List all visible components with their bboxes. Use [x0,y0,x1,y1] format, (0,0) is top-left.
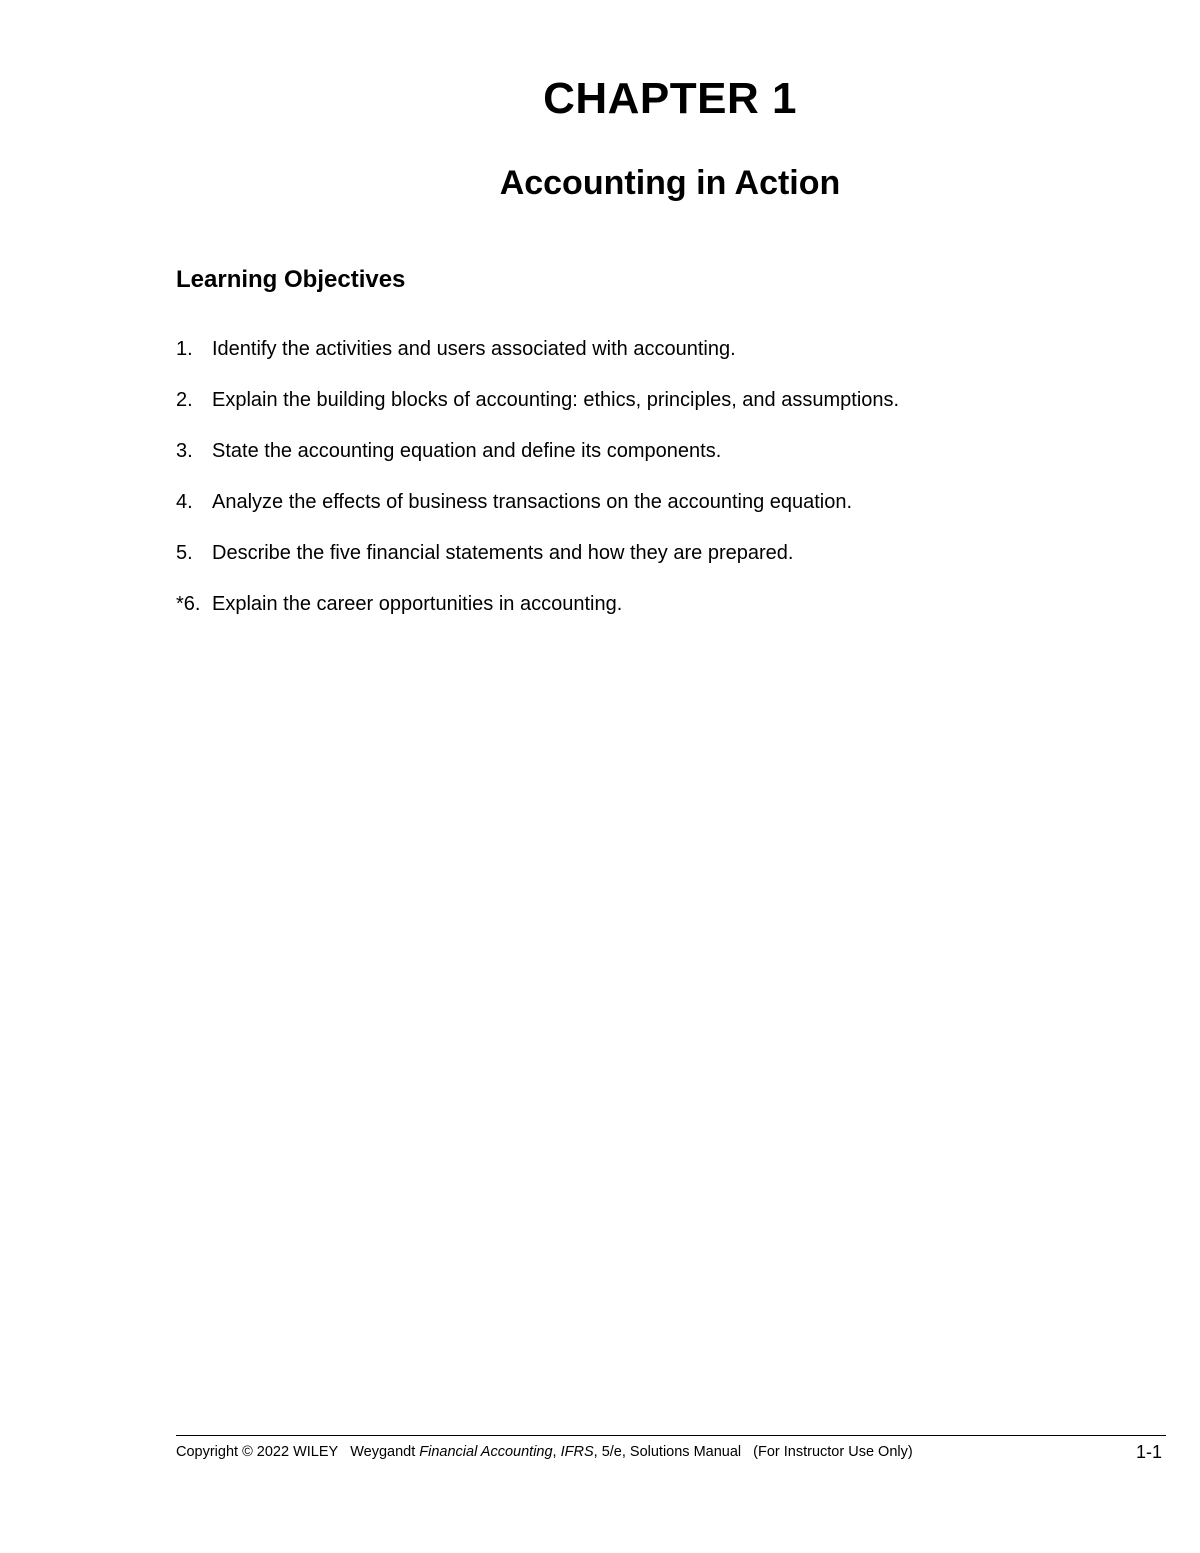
page-number: 1-1 [1135,1442,1162,1462]
footer-author: Weygandt [350,1444,416,1460]
learning-objectives-heading: Learning Objectives [176,266,406,293]
objective-item [176,540,1136,566]
objective-text: Describe the five financial statements and how they are prepared. [212,542,794,564]
objective-item [176,591,1136,617]
footer-book-title: Financial Accounting [419,1444,553,1460]
footer-edition-label: IFRS [560,1444,594,1460]
footer-edition-suffix: , 5/e, Solutions Manual [593,1444,742,1460]
objective-number: *6. [176,593,201,615]
footer-separator: , [552,1444,557,1460]
learning-objectives-list [176,336,1136,642]
objective-number: 3. [176,440,193,462]
objective-number: 5. [176,542,193,564]
objective-number: 4. [176,491,193,513]
objective-text: State the accounting equation and define its components. [212,440,722,462]
objective-text: Explain the career opportunities in accounting. [212,593,623,615]
objective-number: 1. [176,338,193,360]
chapter-title: CHAPTER 1 [543,74,797,123]
objective-item [176,387,1136,413]
objective-item [176,438,1136,464]
objective-text: Identify the activities and users associated with accounting. [212,338,736,360]
objective-text: Explain the building blocks of accounting: ethics, principles, and assumptions. [212,389,900,411]
page-footer [176,1435,1166,1462]
objective-item [176,489,1136,515]
chapter-subtitle: Accounting in Action [499,164,841,202]
objective-item [176,336,1136,362]
objective-text: Analyze the effects of business transactions on the accounting equation. [212,491,853,513]
footer-citation [176,1444,913,1460]
footer-copyright: Copyright © 2022 WILEY [176,1444,339,1460]
objective-number: 2. [176,389,193,411]
footer-usage-note: (For Instructor Use Only) [753,1444,913,1460]
